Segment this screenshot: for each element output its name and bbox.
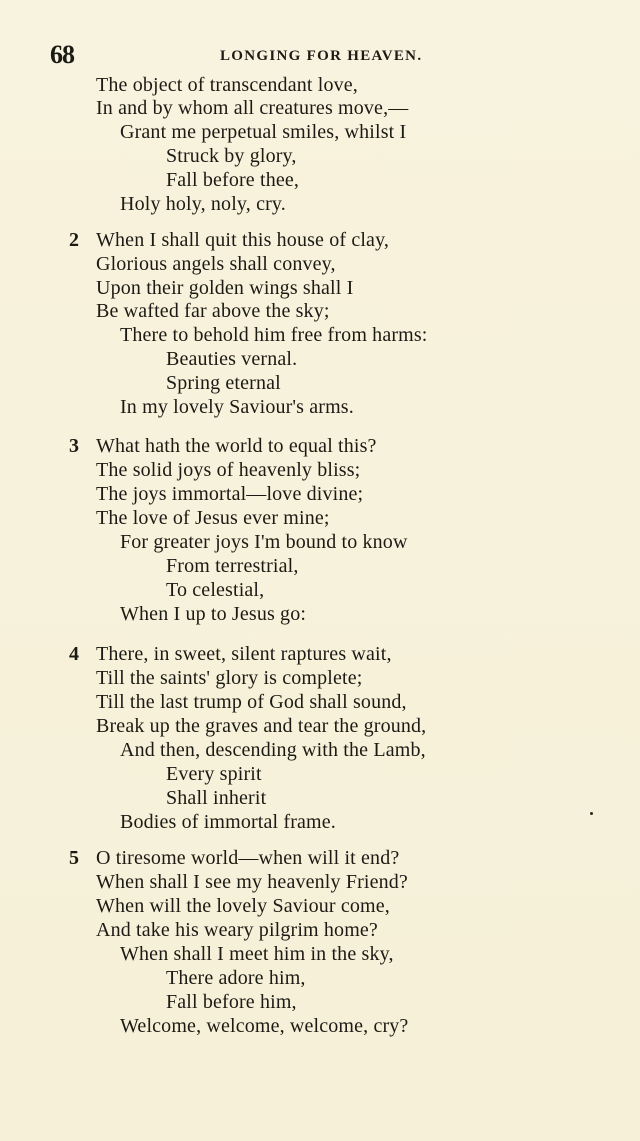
verse-line: In and by whom all creatures move,— <box>96 97 409 119</box>
verse-line: When will the lovely Saviour come, <box>96 895 390 917</box>
verse-line: When shall I see my heavenly Friend? <box>96 871 408 893</box>
verse-line: Fall before him, <box>166 991 297 1013</box>
verse-line: Welcome, welcome, welcome, cry? <box>120 1015 409 1037</box>
verse-line: Fall before thee, <box>166 169 300 191</box>
verse-line: O tiresome world—when will it end? <box>96 847 400 869</box>
verse-line: In my lovely Saviour's arms. <box>120 396 354 418</box>
verse-line: Be wafted far above the sky; <box>96 300 330 322</box>
verse-line: Beauties vernal. <box>166 348 298 370</box>
verse-line: From terrestrial, <box>166 555 299 577</box>
verse-line: There to behold him free from harms: <box>120 324 428 346</box>
running-title: LONGING FOR HEAVEN. <box>220 48 423 64</box>
verse-line: Shall inherit <box>166 787 267 809</box>
verse-line: Till the saints' glory is complete; <box>96 667 363 689</box>
verse-line: The solid joys of heavenly bliss; <box>96 459 361 481</box>
verse-number: 2 <box>69 229 79 251</box>
verse-line: Till the last trump of God shall sound, <box>96 691 407 713</box>
verse-line: What hath the world to equal this? <box>96 435 377 457</box>
verse-line: When I up to Jesus go: <box>120 603 307 625</box>
verse-line: Spring eternal <box>166 372 281 394</box>
verse-line: There, in sweet, silent raptures wait, <box>96 643 392 665</box>
verse-line: When I shall quit this house of clay, <box>96 229 390 251</box>
verse-number: 3 <box>69 435 79 457</box>
verse-line: Grant me perpetual smiles, whilst I <box>120 121 407 143</box>
page-header <box>0 42 640 72</box>
verse-line: Holy holy, noly, cry. <box>120 193 286 215</box>
verse-line: Struck by glory, <box>166 145 297 167</box>
verse-number: 4 <box>69 643 79 665</box>
verse-line: To celestial, <box>166 579 265 601</box>
verse-line: For greater joys I'm bound to know <box>120 531 408 553</box>
verse-line: And take his weary pilgrim home? <box>96 919 378 941</box>
verse-line: The love of Jesus ever mine; <box>96 507 330 529</box>
verse-line: Break up the graves and tear the ground, <box>96 715 427 737</box>
verse-line: When shall I meet him in the sky, <box>120 943 394 965</box>
verse-line: Every spirit <box>166 763 262 785</box>
verse-line: And then, descending with the Lamb, <box>120 739 426 761</box>
verse-line: Glorious angels shall convey, <box>96 253 336 275</box>
print-speck <box>590 812 593 815</box>
verse-line: There adore him, <box>166 967 306 989</box>
verse-line: The joys immortal—love divine; <box>96 483 364 505</box>
verse-number: 5 <box>69 847 79 869</box>
page-number: 68 <box>50 40 74 69</box>
verse-line: Upon their golden wings shall I <box>96 277 354 299</box>
verse-line: Bodies of immortal frame. <box>120 811 336 833</box>
verse-line: The object of transcendant love, <box>96 74 358 96</box>
